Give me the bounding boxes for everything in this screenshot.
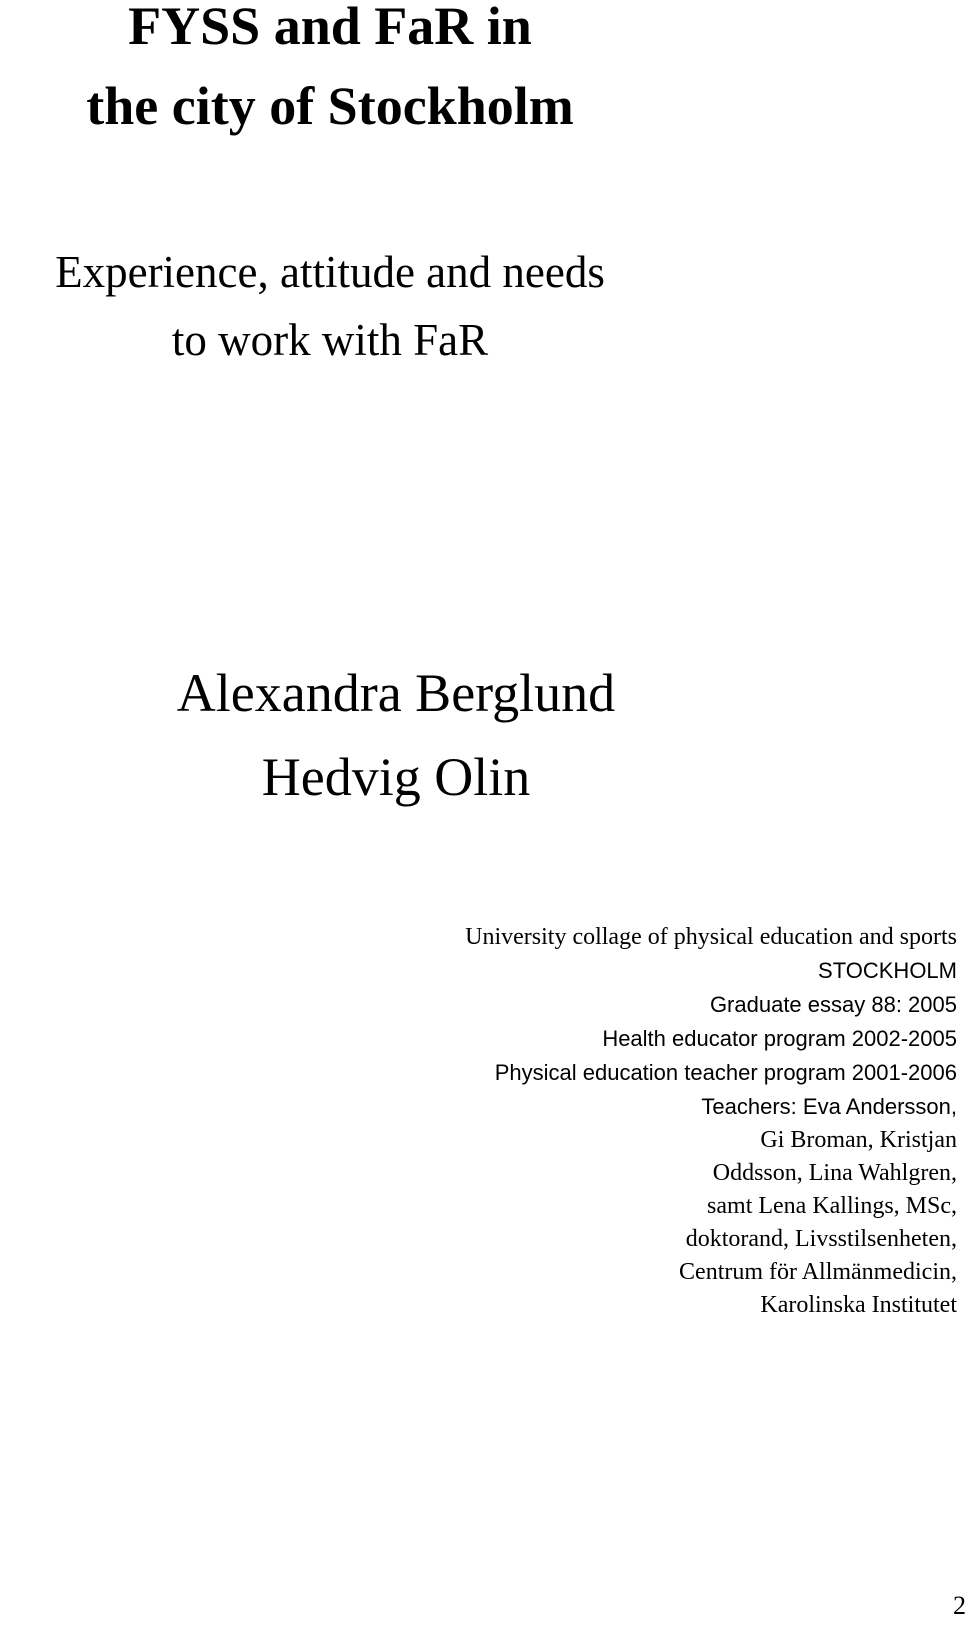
teachers-line: samt Lena Kallings, MSc, <box>707 1193 957 1219</box>
page-number: 2 <box>953 1591 966 1620</box>
subtitle-line: Experience, attitude and needs <box>55 247 605 297</box>
title-line: FYSS and FaR in <box>128 0 532 56</box>
authors <box>0 651 792 819</box>
program-line: Health educator program 2002-2005 <box>602 1026 957 1051</box>
essay-number: Graduate essay 88: 2005 <box>709 992 957 1017</box>
institution-city: STOCKHOLM <box>818 958 957 983</box>
program-line: Physical education teacher program 2001-2006 <box>494 1060 957 1085</box>
author-name: Alexandra Berglund <box>176 663 616 723</box>
teachers-line: Centrum för Allmänmedicin, <box>679 1259 957 1285</box>
teachers-line: doktorand, Livsstilsenheten, <box>685 1226 957 1252</box>
subtitle-line: to work with FaR <box>171 315 489 365</box>
title-line: the city of Stockholm <box>86 76 574 136</box>
document-subtitle <box>0 238 660 374</box>
teachers-line: Teachers: Eva Andersson, <box>701 1094 957 1119</box>
author-name: Hedvig Olin <box>261 747 531 807</box>
teachers-line: Oddsson, Lina Wahlgren, <box>712 1160 957 1186</box>
teachers-line: Gi Broman, Kristjan <box>760 1127 957 1153</box>
institution-name: University collage of physical education and sports <box>465 924 957 950</box>
teachers-line: Karolinska Institutet <box>760 1292 957 1318</box>
document-title <box>0 0 660 146</box>
institution-info <box>257 920 957 1322</box>
